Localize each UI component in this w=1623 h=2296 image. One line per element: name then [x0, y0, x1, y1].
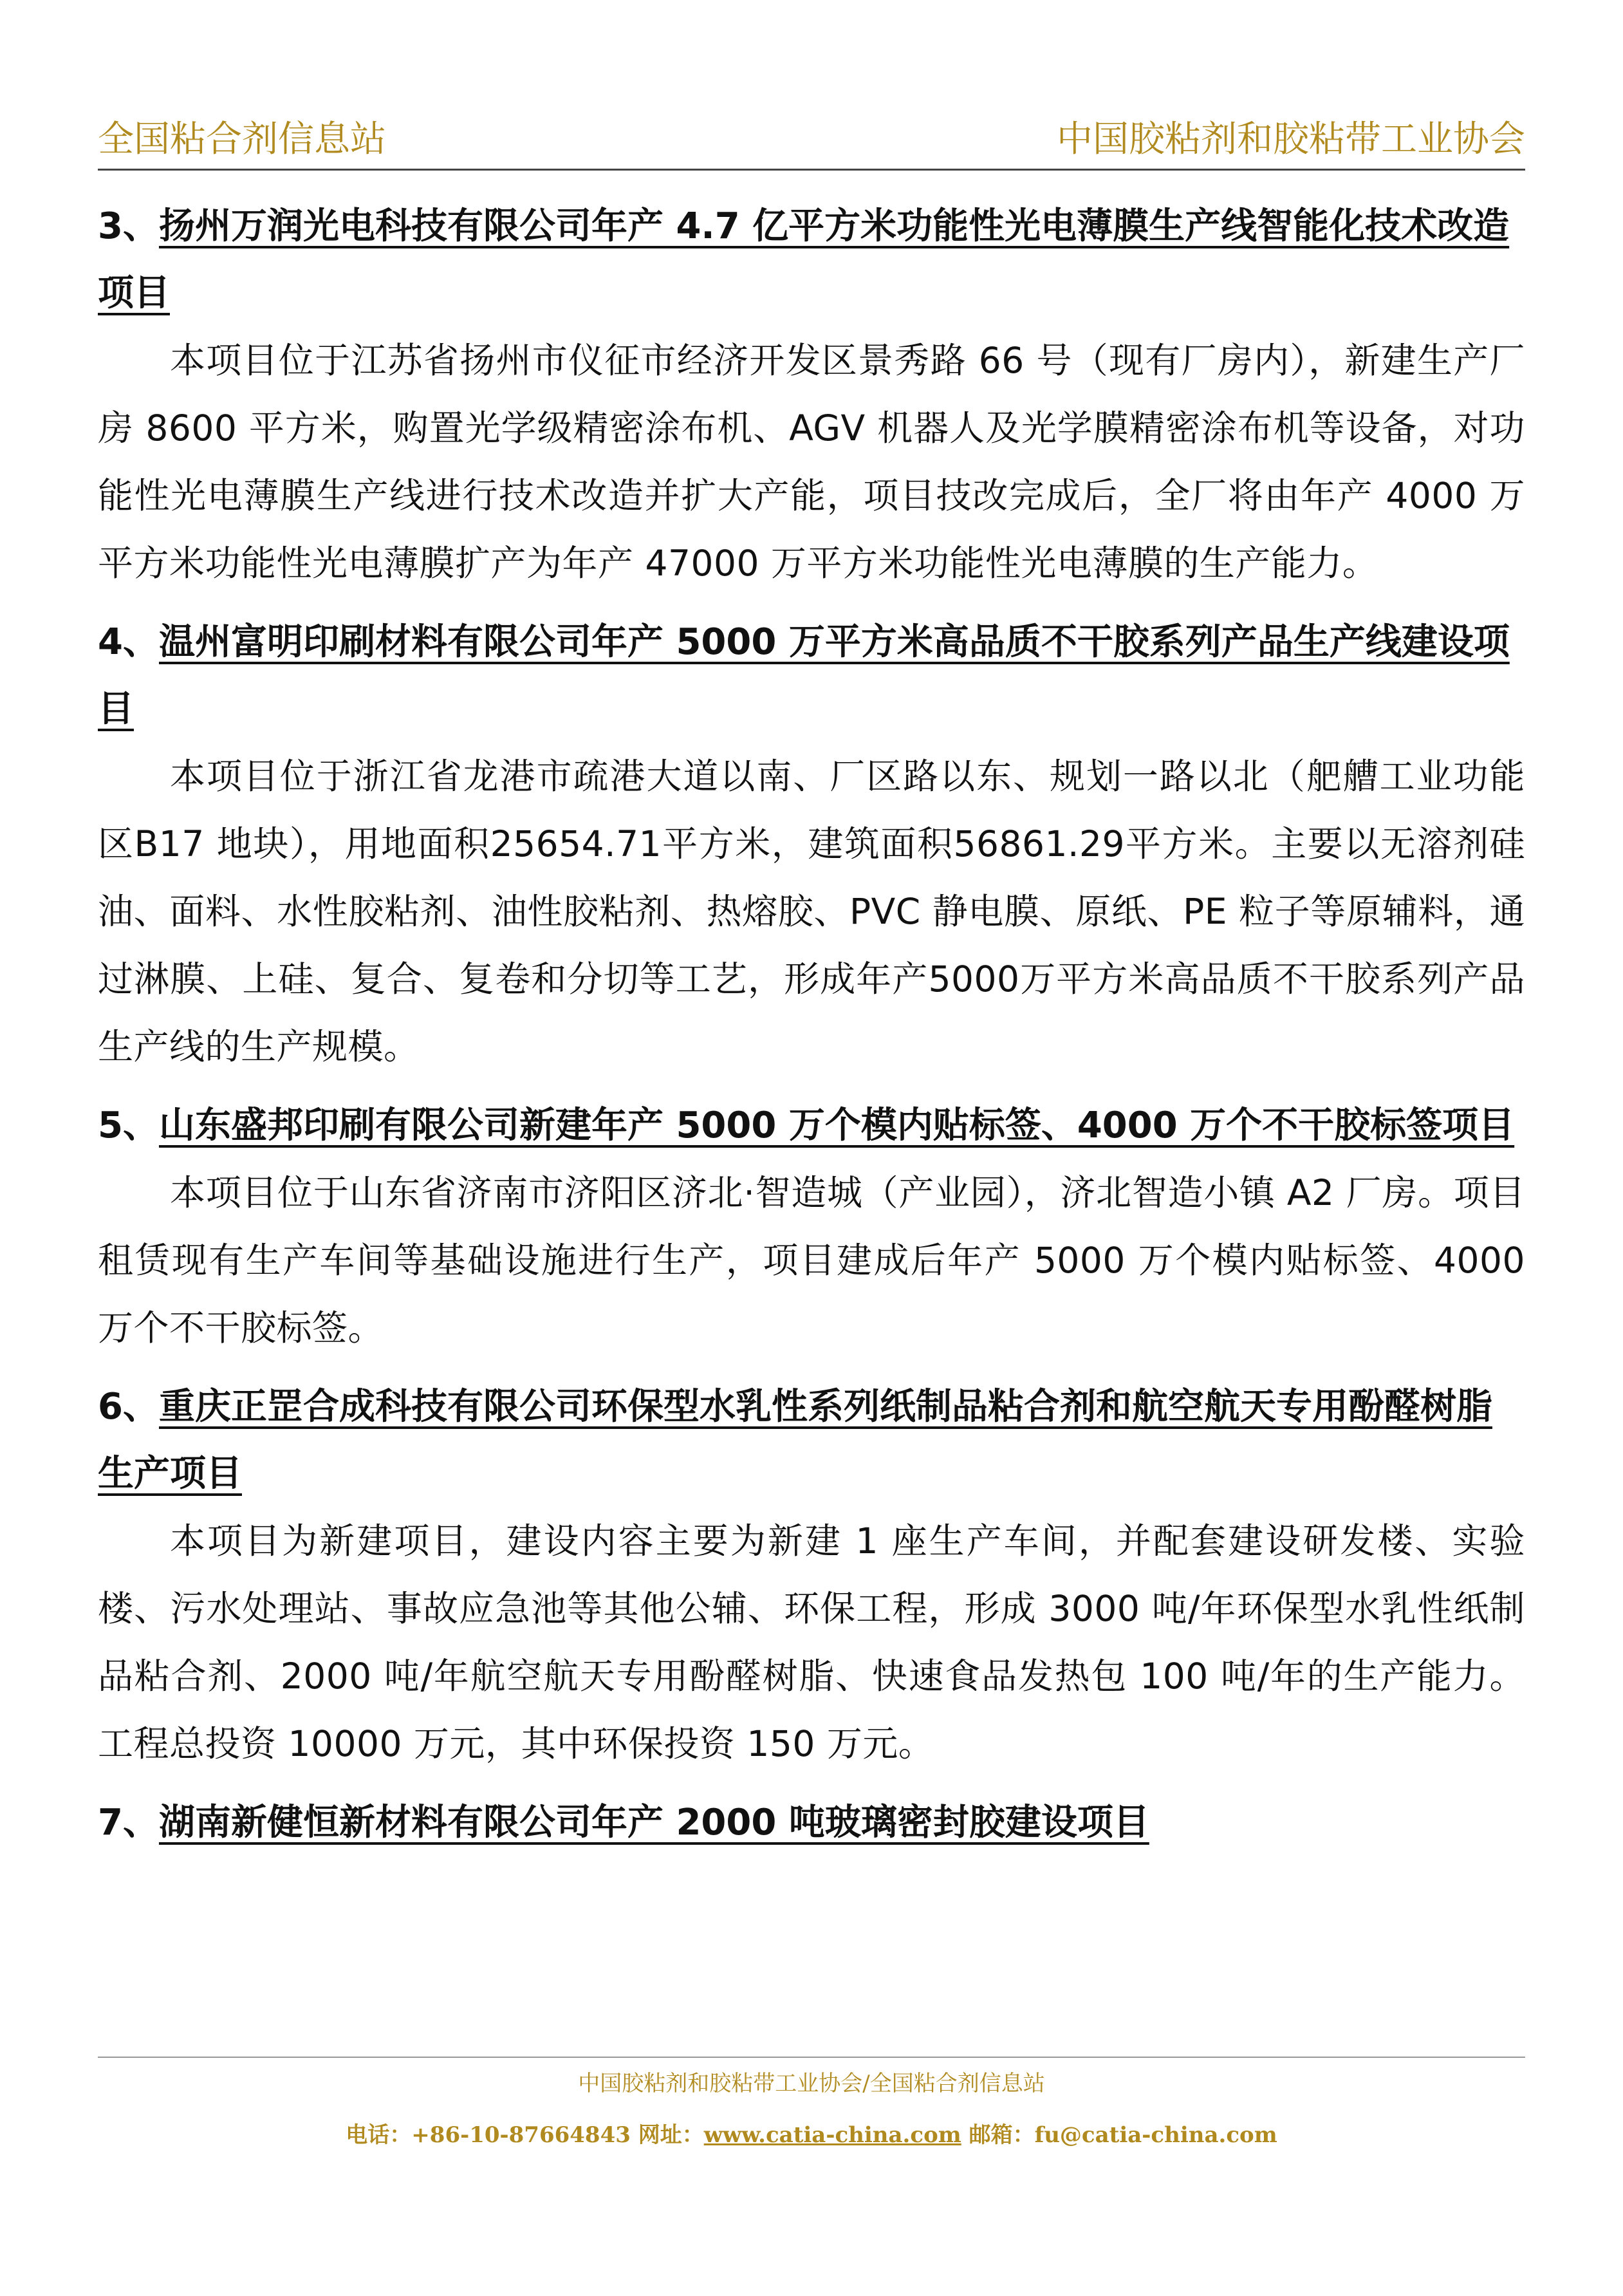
section-number: 7、	[98, 1802, 159, 1843]
footer-contact	[0, 2119, 1623, 2151]
section-5	[98, 1092, 1525, 1362]
section-title-text: 扬州万润光电科技有限公司年产 4.7 亿平方米功能性光电薄膜生产线智能化技术改造项目	[98, 205, 1510, 314]
section-body: 本项目位于江苏省扬州市仪征市经济开发区景秀路 66 号（现有厂房内），新建生产厂房 8600 平方米，购置光学级精密涂布机、AGV 机器人及光学膜精密涂布机等设备，对功能性光电薄膜生产线进行技术改造并扩大产能，项目技改完成后，全厂将由年产 4000 万平方米功能性光电薄膜扩产为年产 47000 万平方米功能性光电薄膜的生产能力。	[98, 340, 1525, 584]
section-title-text: 温州富明印刷材料有限公司年产 5000 万平方米高品质不干胶系列产品生产线建设项目	[98, 621, 1510, 730]
section-body: 本项目为新建项目，建设内容主要为新建 1 座生产车间，并配套建设研发楼、实验楼、污水处理站、事故应急池等其他公辅、环保工程，形成 3000 吨/年环保型水乳性纸制品粘合剂、2000 吨/年航空航天专用酚醛树脂、快速食品发热包 100 吨/年的生产能力。工程总投资 10000 万元，其中环保投资 150 万元。	[98, 1520, 1525, 1764]
section-number: 5、	[98, 1105, 159, 1146]
section-title	[98, 1092, 1525, 1159]
section-6	[98, 1374, 1525, 1778]
page-header	[98, 117, 1525, 162]
footer-phone: 电话：+86-10-87664843 网址：	[346, 2122, 704, 2148]
section-title	[98, 193, 1525, 327]
main-content	[98, 193, 1525, 1868]
section-title	[98, 1374, 1525, 1507]
section-number: 6、	[98, 1386, 159, 1428]
section-7	[98, 1789, 1525, 1856]
section-4	[98, 609, 1525, 1081]
section-title	[98, 1789, 1525, 1856]
section-title-text: 重庆正罡合成科技有限公司环保型水乳性系列纸制品粘合剂和航空航天专用酚醛树脂生产项目	[98, 1386, 1492, 1495]
footer-website-link[interactable]: www.catia-china.com	[703, 2122, 961, 2148]
section-3	[98, 193, 1525, 597]
section-number: 4、	[98, 621, 159, 663]
footer-divider	[98, 2057, 1525, 2058]
footer-email: 邮箱：fu@catia-china.com	[961, 2122, 1277, 2148]
footer-organization: 中国胶粘剂和胶粘带工业协会/全国粘合剂信息站	[578, 2071, 1045, 2096]
section-title-text: 山东盛邦印刷有限公司新建年产 5000 万个模内贴标签、4000 万个不干胶标签项目	[158, 1105, 1515, 1146]
header-right-title: 中国胶粘剂和胶粘带工业协会	[1057, 118, 1525, 160]
section-title-text: 湖南新健恒新材料有限公司年产 2000 吨玻璃密封胶建设项目	[158, 1802, 1149, 1843]
header-divider	[98, 169, 1525, 171]
section-number: 3、	[98, 205, 159, 247]
section-body: 本项目位于山东省济南市济阳区济北·智造城（产业园），济北智造小镇 A2 厂房。项目租赁现有生产车间等基础设施进行生产，项目建成后年产 5000 万个模内贴标签、4000 万个不干胶标签。	[98, 1172, 1525, 1349]
section-body: 本项目位于浙江省龙港市疏港大道以南、厂区路以东、规划一路以北（舥艚工业功能区B17 地块），用地面积25654.71平方米，建筑面积56861.29平方米。主要以无溶剂硅油、面料、水性胶粘剂、油性胶粘剂、热熔胶、PVC 静电膜、原纸、PE 粒子等原辅料，通过淋膜、上硅、复合、复卷和分切等工艺，形成年产5000万平方米高品质不干胶系列产品生产线的生产规模。	[98, 756, 1525, 1067]
header-left-title: 全国粘合剂信息站	[98, 118, 386, 160]
section-title	[98, 609, 1525, 743]
